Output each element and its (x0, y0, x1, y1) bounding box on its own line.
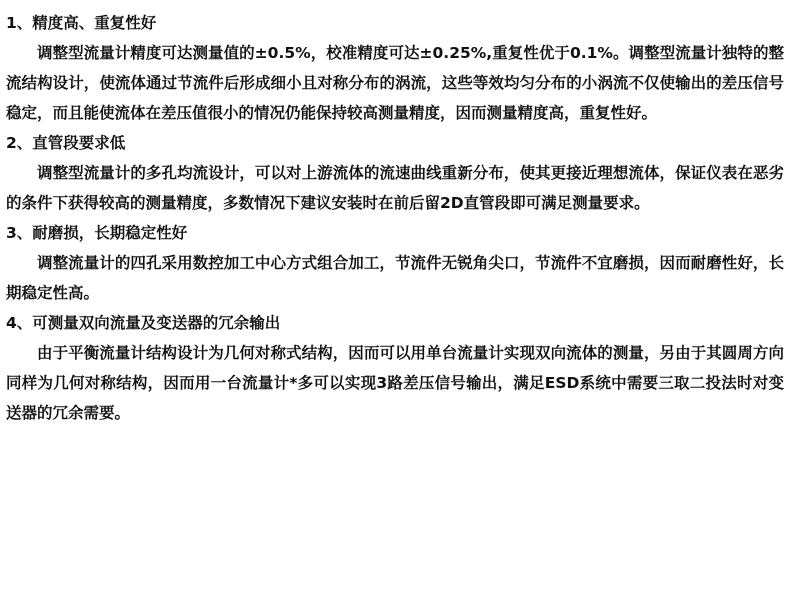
section-precision (6, 8, 784, 128)
section-straight-pipe (6, 128, 784, 218)
section-heading: 1、精度高、重复性好 (6, 14, 157, 32)
section-heading: 4、可测量双向流量及变送器的冗余输出 (6, 314, 281, 332)
section-body: 调整型流量计的多孔均流设计，可以对上游流体的流速曲线重新分布，使其更接近理想流体，保证仪表在恶劣的条件下获得较高的测量精度，多数情况下建议安装时在前后留2D直管段即可满足测量要求。 (6, 164, 784, 212)
section-heading: 3、耐磨损，长期稳定性好 (6, 224, 188, 242)
section-body: 调整型流量计精度可达测量值的±0.5%，校准精度可达±0.25%,重复性优于0.1%。调整型流量计独特的整流结构设计，使流体通过节流件后形成细小且对称分布的涡流，这些等效均匀分布的小涡流不仅使输出的差压信号稳定，而且能使流体在差压值很小的情况仍能保持较高测量精度，因而测量精度高，重复性好。 (6, 44, 784, 122)
section-body: 由于平衡流量计结构设计为几何对称式结构，因而可以用单台流量计实现双向流体的测量，另由于其圆周方向同样为几何对称结构，因而用一台流量计*多可以实现3路差压信号输出，满足ESD系统中需要三取二投法时对变送器的冗余需要。 (6, 344, 784, 422)
section-bidirectional (6, 308, 784, 428)
section-heading: 2、直管段要求低 (6, 134, 126, 152)
section-body: 调整流量计的四孔采用数控加工中心方式组合加工，节流件无锐角尖口，节流件不宜磨损，因而耐磨性好，长期稳定性高。 (6, 254, 784, 302)
document (6, 8, 784, 428)
section-wear-resistance (6, 218, 784, 308)
